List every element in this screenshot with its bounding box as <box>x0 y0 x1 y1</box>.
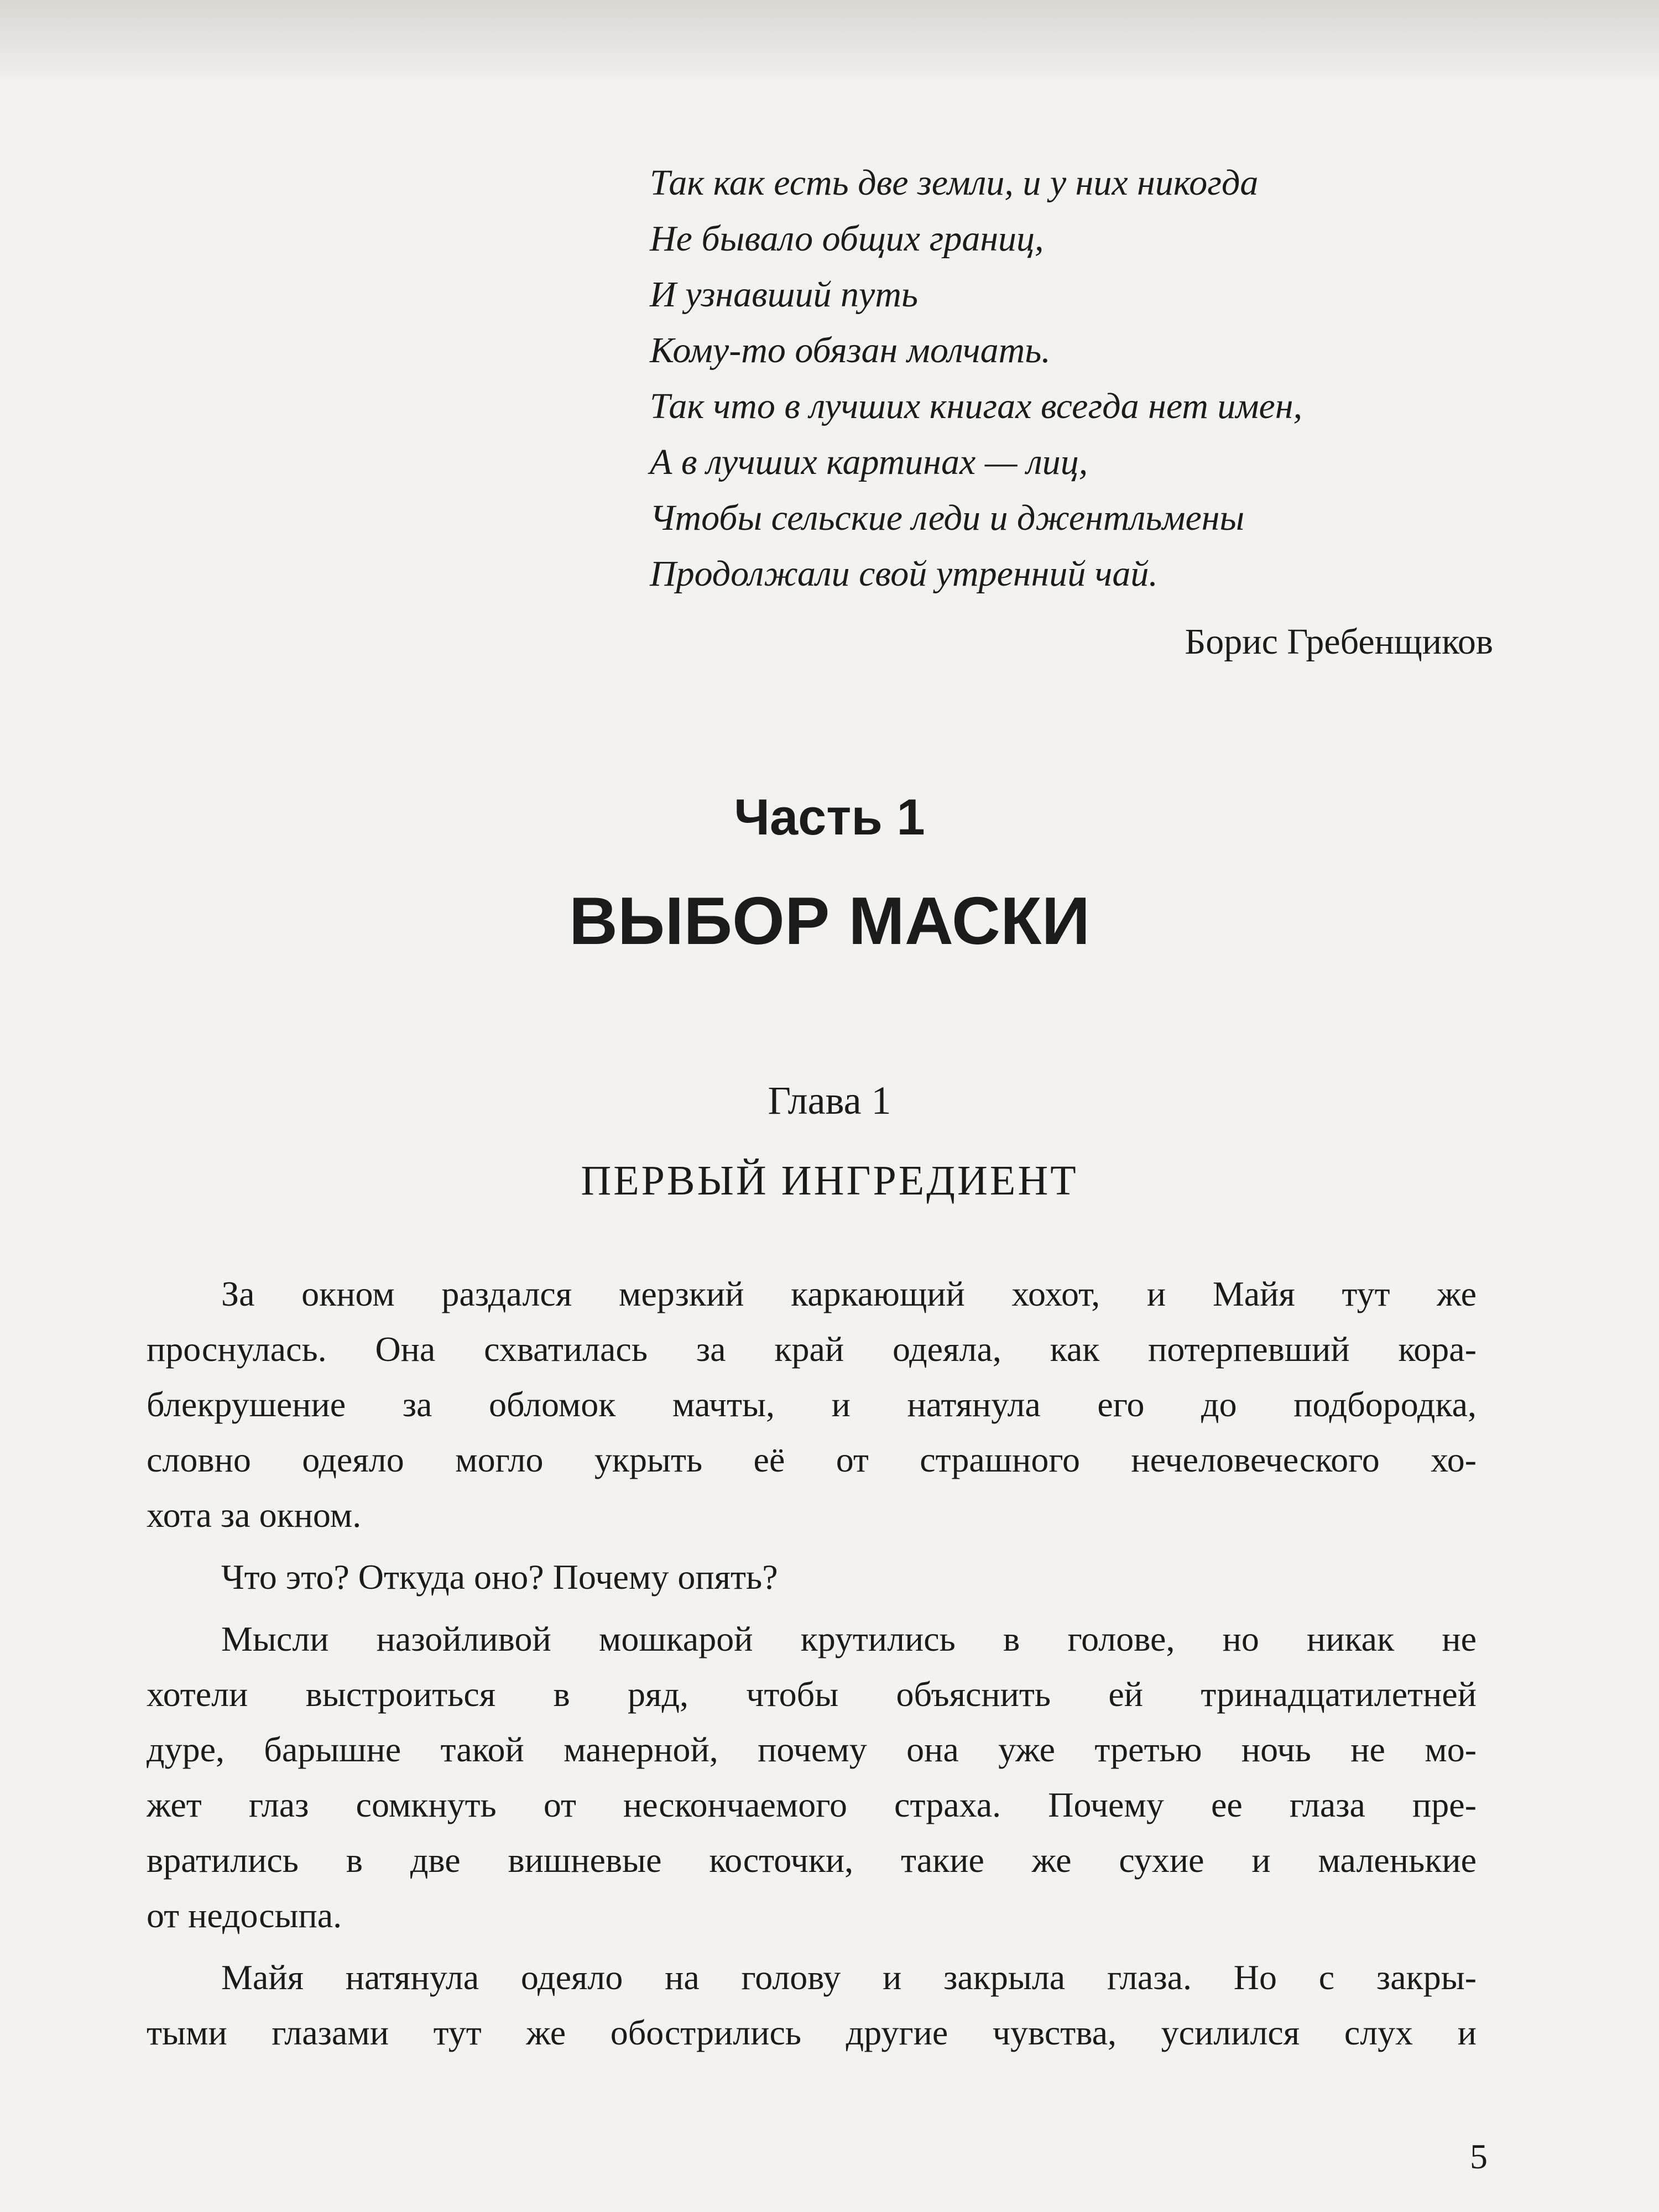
epigraph-line: Кому-то обязан молчать. <box>650 330 1051 371</box>
body-line: За окном раздался мерзкий каркающий хохот, и Майя тут же <box>221 1274 1477 1313</box>
body-line: хота за окном. <box>147 1495 362 1535</box>
epigraph-line: А в лучших картинах — лиц, <box>650 442 1088 482</box>
chapter-body <box>147 1266 1477 2060</box>
epigraph-line: Так что в лучших книгах всегда нет имен, <box>650 386 1303 426</box>
body-line: тыми глазами тут же обострились другие чувства, усилился слух и <box>147 2013 1477 2052</box>
body-line: от недосыпа. <box>147 1896 342 1935</box>
paragraph-gap <box>147 1943 1477 1950</box>
body-line: Что это? Откуда оно? Почему опять? <box>221 1557 778 1597</box>
body-line: словно одеяло могло укрыть её от страшного нечеловеческого хо- <box>147 1440 1477 1479</box>
body-line: вратились в две вишневые косточки, такие же сухие и маленькие <box>147 1840 1477 1880</box>
part-title: ВЫБОР МАСКИ <box>568 883 1091 958</box>
body-line: жет глаз сомкнуть от нескончаемого страха. Почему ее глаза пре- <box>147 1785 1477 1824</box>
body-line: блекрушение за обломок мачты, и натянула его до подбородка, <box>147 1385 1477 1424</box>
epigraph <box>650 155 1590 670</box>
page-top-edge <box>0 0 1659 77</box>
body-line: Майя натянула одеяло на голову и закрыла глаза. Но с закры- <box>221 1958 1477 1997</box>
chapter-label: Глава 1 <box>768 1078 891 1123</box>
epigraph-author: Борис Гребенщиков <box>1185 622 1493 662</box>
paragraph-gap <box>147 1605 1477 1611</box>
epigraph-line: И узнавший путь <box>650 274 919 315</box>
page-number: 5 <box>1470 2137 1488 2176</box>
part-label: Часть 1 <box>734 789 925 846</box>
epigraph-line: Так как есть две земли, и у них никогда <box>650 163 1259 203</box>
body-line: дуре, барышне такой манерной, почему она уже третью ночь не мо- <box>147 1730 1477 1769</box>
chapter-title: ПЕРВЫЙ ИНГРЕДИЕНТ <box>581 1157 1078 1204</box>
epigraph-line: Продолжали свой утренний чай. <box>650 554 1158 594</box>
body-line: проснулась. Она схватилась за край одеяла, как потерпевший кора- <box>147 1329 1477 1369</box>
body-line: хотели выстроиться в ряд, чтобы объяснить ей тринадцатилетней <box>147 1674 1477 1714</box>
body-line: Мысли назойливой мошкарой крутились в голове, но никак не <box>221 1619 1477 1658</box>
epigraph-line: Не бывало общих границ, <box>650 218 1044 259</box>
epigraph-line: Чтобы сельские леди и джентльмены <box>650 498 1245 538</box>
paragraph-gap <box>147 1543 1477 1550</box>
